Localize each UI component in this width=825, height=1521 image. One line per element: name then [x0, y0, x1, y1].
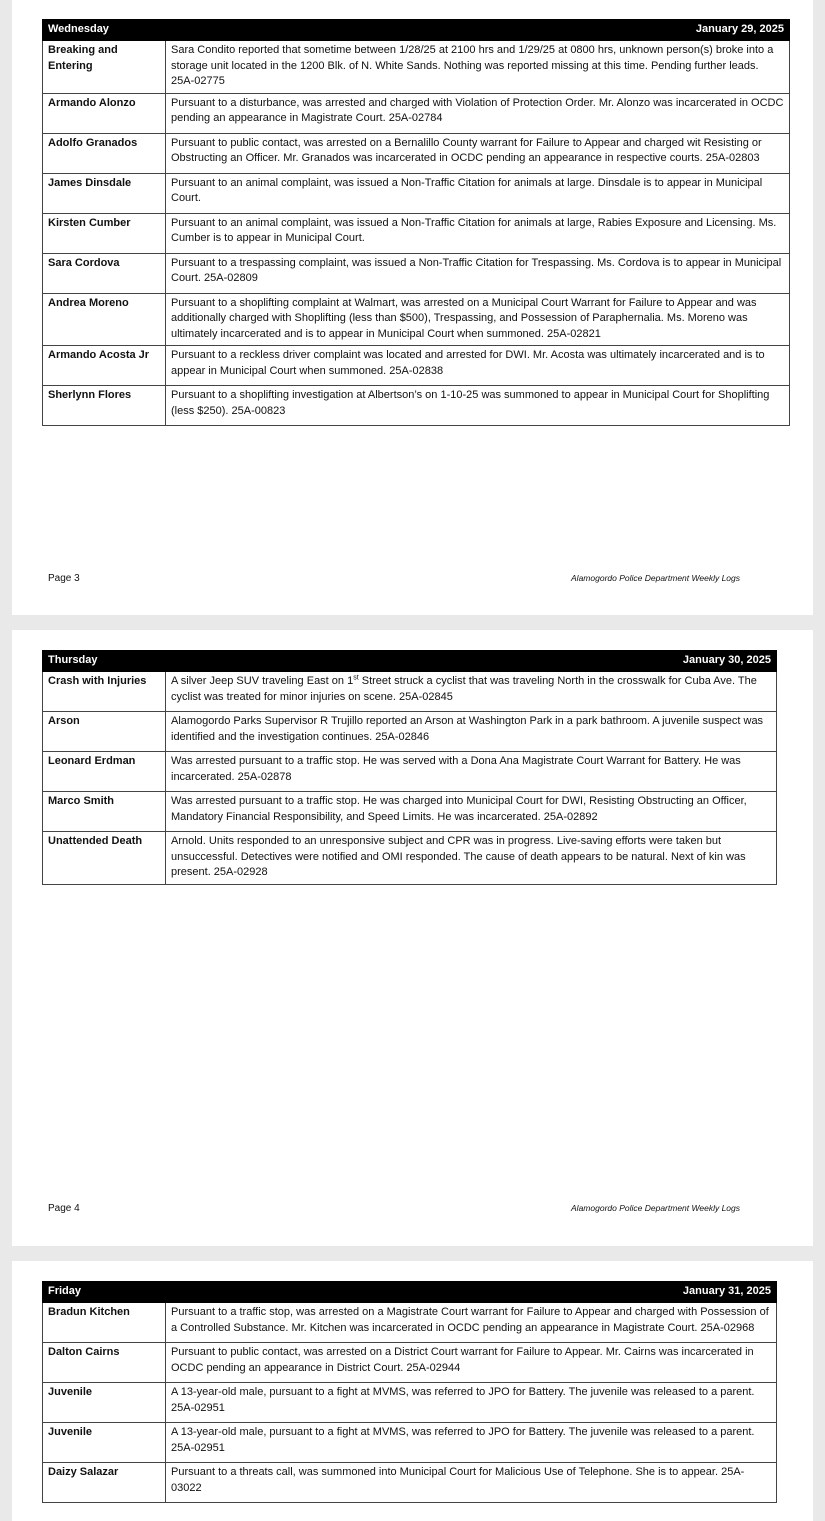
table-row — [43, 93, 790, 133]
entry-description — [166, 672, 777, 712]
table-header-row — [43, 651, 777, 672]
table-row — [43, 41, 790, 94]
entry-description: Pursuant to a disturbance, was arrested and charged with Violation of Protection Order. Mr. Alonzo was incarcerated in OCDC pending an appearance in Magistrate Court. 25A-02784 — [166, 93, 790, 133]
page-number: Page 4 — [48, 1203, 80, 1214]
entry-description: Pursuant to an animal complaint, was issued a Non-Traffic Citation for animals at large. Dinsdale is to appear in Municipal Court. — [166, 173, 790, 213]
entry-description: Pursuant to a traffic stop, was arrested on a Magistrate Court warrant for Failure to Appear and charged with Possession of a Controlled Substance. Mr. Kitchen was incarcerated in OCDC pending an appearance in Magistrate Court. 25A-02968 — [166, 1303, 777, 1343]
entry-name: Adolfo Granados — [43, 133, 166, 173]
table-row — [43, 173, 790, 213]
day-heading: Wednesday — [43, 20, 166, 41]
entry-description: A 13-year-old male, pursuant to a fight at MVMS, was referred to JPO for Battery. The juvenile was released to a parent. 25A-02951 — [166, 1423, 777, 1463]
entry-description: Pursuant to public contact, was arrested on a District Court warrant for Failure to Appear. Mr. Cairns was incarcerated in OCDC pending an appearance in District Court. 25A-02944 — [166, 1343, 777, 1383]
table-row — [43, 752, 777, 792]
table-row — [43, 293, 790, 346]
entry-name: Daizy Salazar — [43, 1463, 166, 1503]
footer-title: Alamogordo Police Department Weekly Logs — [571, 1203, 740, 1213]
entry-name: Leonard Erdman — [43, 752, 166, 792]
document-page-3 — [12, 0, 813, 615]
day-heading: Thursday — [43, 651, 166, 672]
entry-name: Sara Cordova — [43, 253, 166, 293]
entry-description: Alamogordo Parks Supervisor R Trujillo reported an Arson at Washington Park in a park bathroom. A juvenile suspect was identified and the investigation continues. 25A-02846 — [166, 712, 777, 752]
entry-name: Marco Smith — [43, 792, 166, 832]
entry-description: A 13-year-old male, pursuant to a fight at MVMS, was referred to JPO for Battery. The juvenile was released to a parent. 25A-02951 — [166, 1383, 777, 1423]
table-header-row — [43, 1282, 777, 1303]
thursday-log-table — [42, 650, 777, 885]
page-number: Page 3 — [48, 573, 80, 584]
entry-name: Sherlynn Flores — [43, 386, 166, 426]
entry-description: Sara Condito reported that sometime between 1/28/25 at 2100 hrs and 1/29/25 at 0800 hrs, unknown person(s) broke into a storage unit located in the 1200 Blk. of N. White Sands. Nothing was reported missing at this time. Pending further leads. 25A-02775 — [166, 41, 790, 94]
table-row — [43, 386, 790, 426]
table-row — [43, 832, 777, 885]
entry-name: Crash with Injuries — [43, 672, 166, 712]
table-row — [43, 346, 790, 386]
table-row — [43, 1383, 777, 1423]
table-row — [43, 1423, 777, 1463]
table-row — [43, 133, 790, 173]
table-row — [43, 712, 777, 752]
entry-name: Arson — [43, 712, 166, 752]
day-heading: Friday — [43, 1282, 166, 1303]
wednesday-log-table — [42, 19, 790, 426]
entry-name: Bradun Kitchen — [43, 1303, 166, 1343]
table-row — [43, 213, 790, 253]
table-row — [43, 672, 777, 712]
entry-name: Juvenile — [43, 1423, 166, 1463]
table-row — [43, 792, 777, 832]
entry-name: Kirsten Cumber — [43, 213, 166, 253]
table-row — [43, 253, 790, 293]
entry-name: Andrea Moreno — [43, 293, 166, 346]
entry-name: Armando Alonzo — [43, 93, 166, 133]
document-page-4 — [12, 630, 813, 1246]
table-row — [43, 1303, 777, 1343]
entry-name: Juvenile — [43, 1383, 166, 1423]
entry-name: Dalton Cairns — [43, 1343, 166, 1383]
date-heading: January 30, 2025 — [166, 651, 777, 672]
entry-description: Pursuant to a reckless driver complaint was located and arrested for DWI. Mr. Acosta was ultimately incarcerated and is to appear in Municipal Court when summoned. 25A-02838 — [166, 346, 790, 386]
entry-name: Breaking and Entering — [43, 41, 166, 94]
document-page-5 — [12, 1261, 813, 1521]
entry-description-rest: Street struck a cyclist that was traveling North in the crosswalk for Cuba Ave. The cyclist was treated for minor injuries on scene. 25A-02845 — [171, 675, 757, 703]
entry-description: Pursuant to a trespassing complaint, was issued a Non-Traffic Citation for Trespassing. Ms. Cordova is to appear in Municipal Court. 25A-02809 — [166, 253, 790, 293]
entry-name: Armando Acosta Jr — [43, 346, 166, 386]
table-row — [43, 1343, 777, 1383]
entry-description: Pursuant to a shoplifting complaint at Walmart, was arrested on a Municipal Court Warrant for Failure to Appear and was additionally charged with Shoplifting (less than $500), Trespassing, and Possession of Paraphernalia. Ms. Moreno was ultimately incarcerated and is to appear in Municipal Court when summoned. 25A-02821 — [166, 293, 790, 346]
date-heading: January 29, 2025 — [166, 20, 790, 41]
table-row — [43, 1463, 777, 1503]
friday-log-table — [42, 1281, 777, 1503]
entry-description: Arnold. Units responded to an unresponsive subject and CPR was in progress. Live-saving efforts were taken but unsuccessful. Detectives were notified and OMI responded. The cause of death appears to be natural. Next of kin was present. 25A-02928 — [166, 832, 777, 885]
entry-name: James Dinsdale — [43, 173, 166, 213]
entry-description: Pursuant to an animal complaint, was issued a Non-Traffic Citation for animals at large, Rabies Exposure and Licensing. Ms. Cumber is to appear in Municipal Court. — [166, 213, 790, 253]
entry-description: Was arrested pursuant to a traffic stop. He was served with a Dona Ana Magistrate Court Warrant for Battery. He was incarcerated. 25A-02878 — [166, 752, 777, 792]
entry-description-start: A silver Jeep SUV traveling East on 1 — [171, 675, 354, 687]
ordinal-suffix: st — [353, 674, 359, 682]
entry-description: Pursuant to a shoplifting investigation at Albertson’s on 1-10-25 was summoned to appear in Municipal Court for Shoplifting (less $250). 25A-00823 — [166, 386, 790, 426]
entry-description: Pursuant to a threats call, was summoned into Municipal Court for Malicious Use of Telephone. She is to appear. 25A-03022 — [166, 1463, 777, 1503]
date-heading: January 31, 2025 — [166, 1282, 777, 1303]
entry-name: Unattended Death — [43, 832, 166, 885]
table-header-row — [43, 20, 790, 41]
entry-description: Pursuant to public contact, was arrested on a Bernalillo County warrant for Failure to Appear and charged wit Resisting or Obstructing an Officer. Mr. Granados was incarcerated in OCDC pending an appearance in respective courts. 25A-02803 — [166, 133, 790, 173]
footer-title: Alamogordo Police Department Weekly Logs — [571, 573, 740, 583]
entry-description: Was arrested pursuant to a traffic stop. He was charged into Municipal Court for DWI, Resisting Obstructing an Officer, Mandatory Financial Responsibility, and Speed Limits. He was incarcerated. 25A-02892 — [166, 792, 777, 832]
